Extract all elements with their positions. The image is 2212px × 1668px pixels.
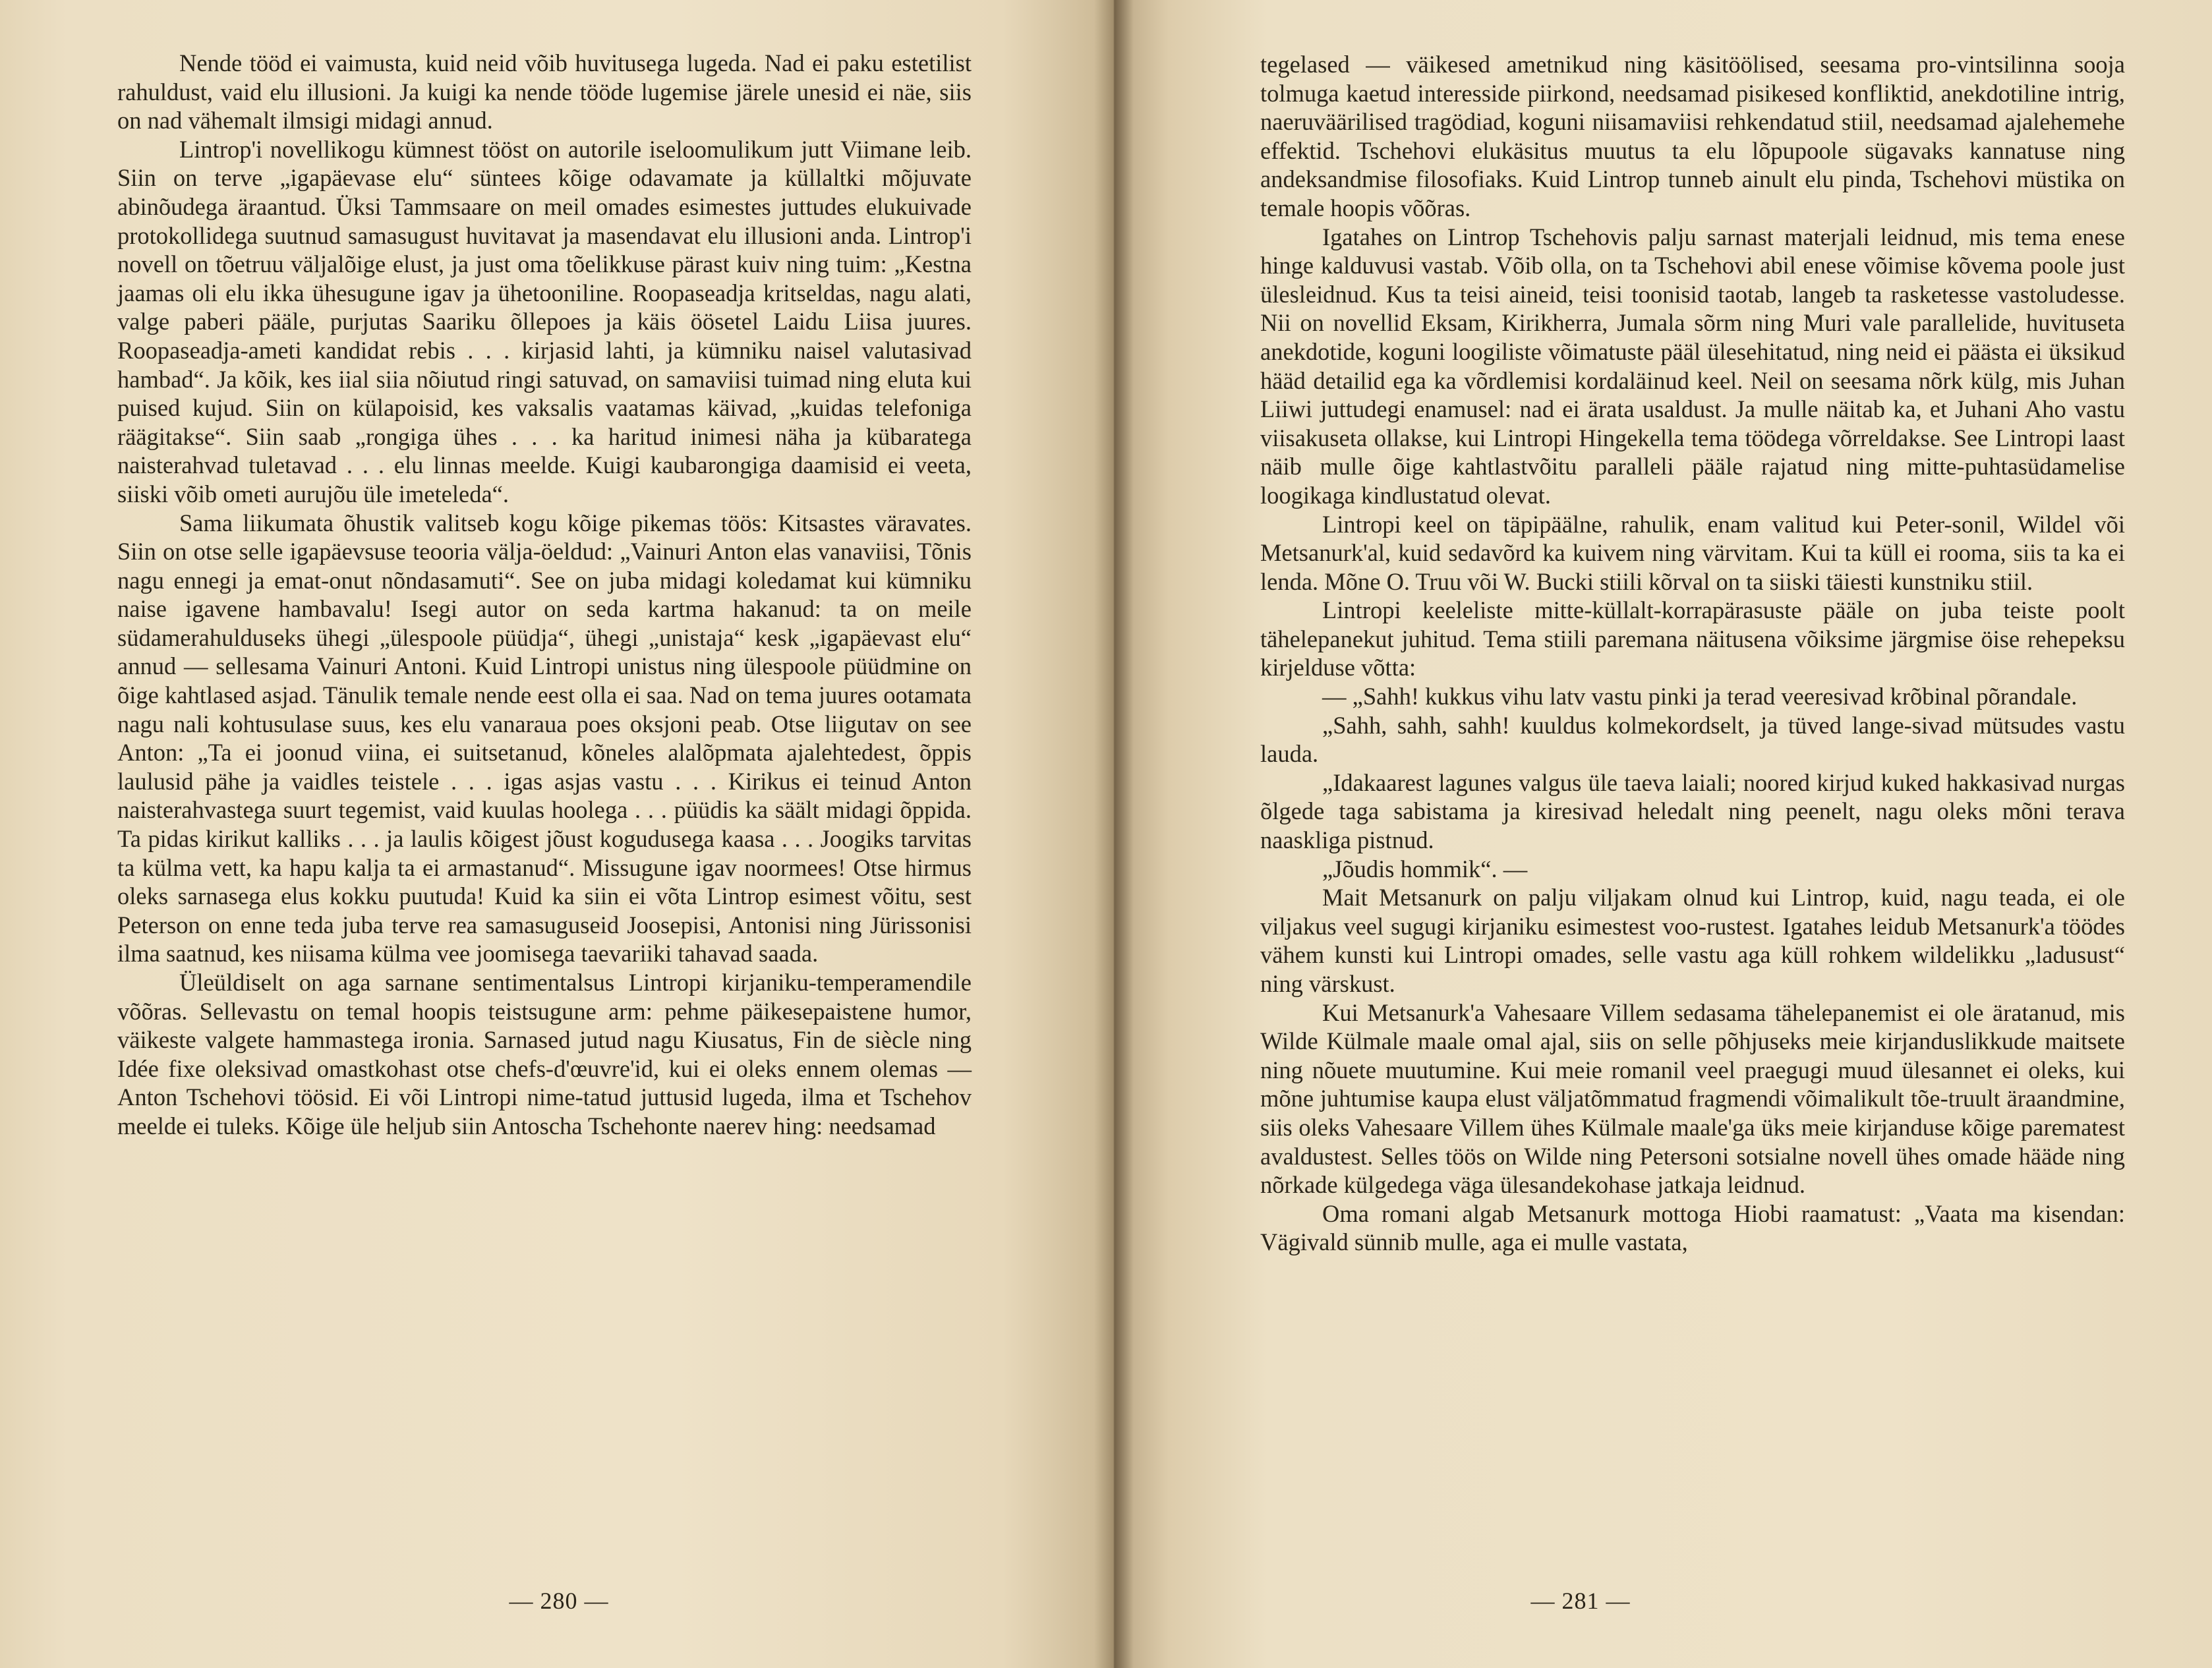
quote-line: „Jõudis hommik“. — — [1322, 855, 1528, 882]
paragraph: tegelased — väikesed ametnikud ning käsitöölised, seesama pro-vintsilinna sooja tolmuga kaetud interesside piirkond, needsamad pisikesed konfliktid, anekdotiline intrig, naeruväärilised tragödiad, koguni niisamaviisi rehkendatud stiil, needsamad ajalehemehe effektid. Tschehovi elukäsitus muutus ta elu lõpupoole sügavaks kannatuse ning andeksandmise filosofiaks. Kuid Lintrop tunneb ainult elu pinda, Tschehovi müstika on temale hoopis võõras. — [1260, 51, 2125, 221]
paragraph: Sama liikumata õhustik valitseb kogu kõige pikemas töös: Kitsastes väravates. Siin on otse selle igapäevsuse teooria välja-öeldud: „Vainuri Anton elas vanaviisi, Tõnis nagu ennegi ja emat-onut nõndasamuti“. See on juba midagi koledamat kui kümniku naise igavene hambavalu! Isegi autor on seda kartma hakanud: ta on meile südamerahulduseks ühegi „ülespoole püüdja“, ühegi „unistaja“ kesk „igapäevast elu“ annud — sellesama Vainuri Antoni. Kuid Lintropi unistus ning ülespoole püüdmine on õige kahtlased asjad. Tänulik temale nende eest olla ei saa. Nad on tema juures ootamata nagu nali kohtusulase suus, kes elu vanaraua poes oksjoni peab. Otse liigutav on see Anton: „Ta ei joonud viina, ei suitsetanud, kõneles alalõpmata ajalehtedest, õppis laulusid pähe ja vaidles teistele . . . igas asjas vastu . . . Kirikus ei teinud Anton naisterahvastega suurt tegemist, vaid kuulas hoolega . . . püüdis ka säält midagi õppida. Ta pidas kirikut kalliks . . . ja laulis kõigest jõust kogudusega kaasa . . . Joogiks tarvitas ta külma vett, ka hapu kalja ta ei armastanud“. Missugune igav noormees! Otse hirmus oleks sarnasega elus kokku puutuda! Kuid ka siin ei võta Lintrop esimest võitu, sest Peterson on enne teda juba terve rea samasuguseid Joosepisi, Antonisi ning Jürissonisi ilma saatnud, kes niisama külma vee joomisega taevariiki tahavad saada. — [117, 509, 972, 967]
paragraph: Lintrop'i novellikogu kümnest tööst on autorile iseloomulikum jutt Viimane leib. Siin on terve „igapäevase elu“ süntees kõige odavamate ja küllaltki mõjuvate abinõudega äraantud. Üksi Tammsaare on meil omades esimestes juttudes elukuivade protokollidega suutnud samasugust huvitavat ja masendavat elu illusioni anda. Lintrop'i novell on tõetruu väljalõige elust, ja just oma tõelikkuse pärast kuiv ning tuim: „Kestna jaamas oli elu ikka ühesugune igav ja ühetooniline. Roopaseadja kritseldas, nagu alati, valge paberi pääle, purjutas Saariku õllepoes ja käis öösetel Laidu Liisa juures. Roopaseadja-ameti kandidat rebis . . . kirjasid lahti, ja kümniku naisel valutasivad hambad“. Ja kõik, kes iial siia nõiutud ringi satuvad, on samaviisi tuimad ning eluta kui puised kujud. Siin on külapoisid, kes vaksalis vaatamas käivad, „kuidas telefoniga räägitakse“. Siin saab „rongiga ühes . . . ka haritud inimesi näha ja kübaratega naisterahvad tuletavad . . . elu linnas meelde. Kuigi kaubarongiga daamisid ei veeta, siiski võib ometi aurujõu üle imeteleda“. — [117, 135, 972, 507]
page-number: — 281 — — [1530, 1588, 1631, 1614]
paragraph: Oma romani algab Metsanurk mottoga Hiobi raamatust: „Vaata ma kisendan: Vägivald sünnib mulle, aga ei mulle vastata, — [1260, 1199, 2125, 1256]
quote-line: „Idakaarest lagunes valgus üle taeva laiali; noored kirjud kuked hakkasivad nurgas õlgede taga sabistama ja kiresivad heledalt ning peenelt, nagu oleks mõni terava naaskliga pistnud. — [1260, 768, 2125, 854]
quote-line: — „Sahh! kukkus vihu latv vastu pinki ja terad veeresivad krõbinal põrandale. — [1322, 683, 2078, 710]
right-page-text — [1260, 50, 2125, 1257]
paragraph: Üleüldiselt on aga sarnane sentimentalsus Lintropi kirjaniku-temperamendile võõras. Sellevastu on temal hoopis teistsugune arm: pehme päikesepaistene humor, väikeste valgete hammastega ironia. Sarnased jutud nagu Kiusatus, Fin de siècle ning Idée fixe oleksivad omastkohast otse chefs-d'œuvre'id, kui ei oleks ennem olemas — Anton Tschehovi töösid. Ei või Lintropi nime-tatud juttusid lugeda, ilma et Tschehov meelde ei tuleks. Kõige üle heljub siin Antoscha Tschehonte naerev hing: needsamad — [117, 969, 972, 1139]
book-gutter — [1094, 0, 1134, 1668]
paragraph: Mait Metsanurk on palju viljakam olnud kui Lintrop, kuid, nagu teada, ei ole viljakus veel sugugi kirjaniku esimestest voo-rustest. Igatahes leidub Metsanurk'a töödes vähem kunsti kui Lintropi omades, selle vastu aga küll rohkem wildelikku „ladusust“ ning värskust. — [1260, 884, 2125, 997]
paragraph: Lintropi keeleliste mitte-küllalt-korrapärasuste pääle on juba teiste poolt tähelepanekut juhitud. Tema stiili paremana näitusena võiksime järgmise öise rehepeksu kirjelduse võtta: — [1260, 596, 2125, 681]
paragraph: Igatahes on Lintrop Tschehovis palju sarnast materjali leidnud, mis tema enese hinge kalduvusi vastab. Võib olla, on ta Tschehovi abil enese võimise kõvema poole just ülesleidnud. Kus ta teisi aineid, teisi toonisid taotab, langeb ta rasketesse vastoludesse. Nii on novellid Eksam, Kirikherra, Jumala sõrm ning Muri vale parallelide, huvituseta anekdotide, koguni loogiliste võimatuste pääl ülesehitatud, ning neid ei päästa ei üksikud hääd detailid ega ka võrdlemisi kordaläinud keel. Neil on seesama nõrk külg, mis Juhan Liiwi juttudegi enamusel: nad ei ärata usaldust. Ja mulle näitab ka, et Juhani Aho vastu viisakuseta ollakse, kui Lintropi Hingekella tema töödega võrreldakse. See Lintropi laast näib mulle õige kahtlastvõitu paralleli pääle rajatud ning mitte-puhtasüdamelise loogikaga kindlustatud olevat. — [1260, 223, 2125, 509]
page-number: — 280 — — [509, 1588, 609, 1614]
right-page — [1114, 0, 2212, 1668]
left-page-text — [117, 49, 972, 1141]
quote-line: „Sahh, sahh, sahh! kuuldus kolmekordselt, ja tüved lange-sivad mütsudes vastu lauda. — [1260, 711, 2125, 768]
paragraph: Lintropi keel on täpipäälne, rahulik, enam valitud kui Peter-sonil, Wildel või Metsanurk'al, kuid sedavõrd ka kuivem ning värvitam. Kui ta küll ei rooma, siis ta ka ei lenda. Mõne O. Truu või W. Bucki stiili kõrval on ta siiski täiesti kunstniku stiil. — [1260, 510, 2125, 595]
paragraph: Nende tööd ei vaimusta, kuid neid võib huvitusega lugeda. Nad ei paku estetilist rahuldust, vaid elu illusioni. Ja kuigi ka nende tööde lugemise järele unesid ei näe, siis on nad vähemalt ilmsigi midagi annud. — [117, 49, 972, 134]
paragraph: Kui Metsanurk'a Vahesaare Villem sedasama tähelepanemist ei ole äratanud, mis Wilde Külmale maale omal ajal, siis on selle põhjuseks meie kirjanduslikkude maitsete ning nõuete muutumine. Kui meie romanil veel praegugi muud ülesannet ei oleks, kui mõne juhtumise kaupa elust väljatõmmatud fragmendi võimalikult tõe-truult äraandmine, siis oleks Vahesaare Villem ühes Külmale maale'ga üks meie kirjanduse kõige parematest avaldustest. Selles töös on Wilde ning Petersoni sotsialne novell ühes omade hääde ning nõrkade külgedega väga ülesandekohase jatkaja leidnud. — [1260, 998, 2125, 1199]
